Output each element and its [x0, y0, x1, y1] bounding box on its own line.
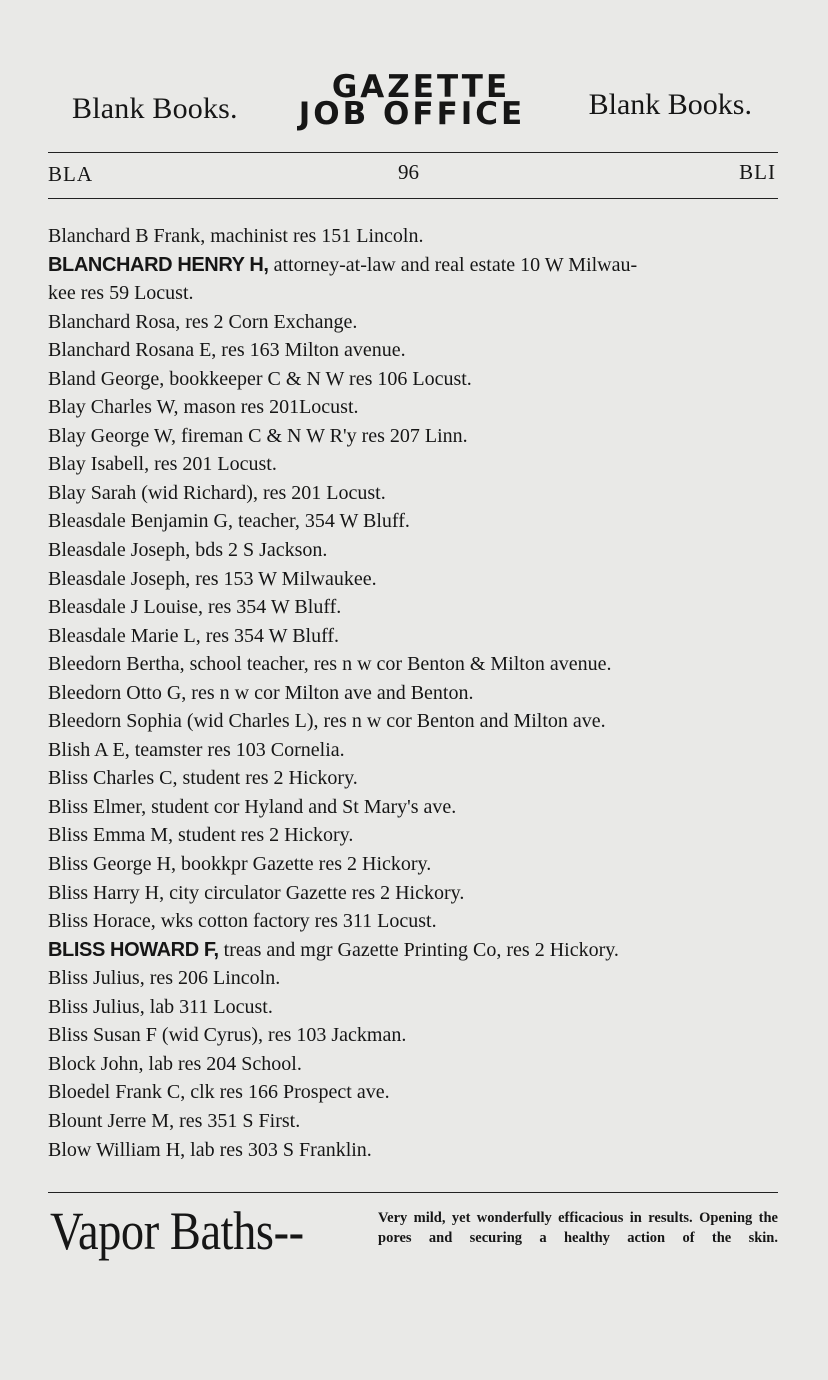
entry-text: Bleedorn Bertha, school teacher, res n w cor Benton & Milton avenue. — [48, 653, 612, 676]
entry-text: Bleasdale Joseph, bds 2 S Jackson. — [48, 539, 328, 562]
directory-entry — [48, 565, 782, 594]
directory-entry — [48, 393, 782, 422]
directory-entry — [48, 650, 782, 679]
directory-entry — [48, 707, 782, 736]
entry-text: Blount Jerre M, res 351 S First. — [48, 1109, 301, 1132]
entry-text: Bleasdale Benjamin G, teacher, 354 W Bluff. — [48, 510, 410, 533]
entry-text: Bleasdale J Louise, res 354 W Bluff. — [48, 596, 342, 619]
entry-continuation: kee res 59 Locust. — [48, 282, 194, 305]
blank-books-left: Blank Books. — [72, 92, 238, 125]
gazette-job-office-logo — [262, 69, 562, 132]
directory-entry — [48, 907, 782, 936]
directory-entry — [48, 507, 782, 536]
running-head-right: BLI — [739, 160, 776, 184]
entry-text: Bliss Julius, lab 311 Locust. — [48, 995, 273, 1018]
entry-text: Blanchard B Frank, machinist res 151 Lincoln. — [48, 225, 424, 247]
directory-entry — [48, 1107, 782, 1136]
entry-text: Blay Sarah (wid Richard), res 201 Locust. — [48, 481, 386, 504]
entry-text: treas and mgr Gazette Printing Co, res 2 Hickory. — [218, 938, 619, 961]
directory-entry — [48, 679, 782, 708]
header-rule-bottom — [48, 198, 778, 199]
directory-entry — [48, 936, 782, 965]
running-head — [48, 160, 778, 190]
vapor-baths-heading: Vapor Baths-- — [50, 1201, 304, 1261]
directory-entry — [48, 879, 782, 908]
directory-entry — [48, 479, 782, 508]
header-rule-top — [48, 152, 778, 153]
entry-text: Bliss Harry H, city circulator Gazette res 2 Hickory. — [48, 881, 465, 904]
entry-text: Blay George W, fireman C & N W R'y res 207 Linn. — [48, 424, 468, 447]
entry-text: Bland George, bookkeeper C & N W res 106 Locust. — [48, 367, 472, 390]
gazette-word: GAZETTE — [331, 69, 511, 105]
directory-entry — [48, 450, 782, 479]
directory-entry — [48, 365, 782, 394]
directory-entry — [48, 336, 782, 365]
directory-entry — [48, 993, 782, 1022]
directory-entry — [48, 793, 782, 822]
vapor-baths-description: Very mild, yet wonderfully efficacious in results. Opening the pores and securing a healthy action of the skin. — [378, 1210, 778, 1246]
directory-entry — [48, 536, 782, 565]
footer-rule — [48, 1192, 778, 1193]
entry-text: Bliss Charles C, student res 2 Hickory. — [48, 767, 358, 790]
entry-text: Blanchard Rosana E, res 163 Milton avenue. — [48, 339, 406, 362]
directory-entry — [48, 593, 782, 622]
directory-entry — [48, 850, 782, 879]
header-advertisement — [48, 69, 778, 144]
entry-bold-name: BLANCHARD HENRY H, — [48, 253, 269, 276]
blank-books-right: Blank Books. — [588, 88, 752, 121]
directory-entries — [48, 222, 782, 1164]
entry-text: Bleedorn Sophia (wid Charles L), res n w cor Benton and Milton ave. — [48, 710, 606, 733]
directory-entry — [48, 1050, 782, 1079]
page-number: 96 — [398, 160, 419, 184]
directory-entry — [48, 764, 782, 793]
entry-text: Blish A E, teamster res 103 Cornelia. — [48, 738, 345, 761]
directory-entry — [48, 1136, 782, 1165]
entry-text: Bliss Julius, res 206 Lincoln. — [48, 967, 281, 990]
directory-entry — [48, 736, 782, 765]
entry-text: Bleedorn Otto G, res n w cor Milton ave and Benton. — [48, 681, 474, 704]
directory-entry — [48, 821, 782, 850]
job-office-word: JOB OFFICE — [298, 96, 526, 132]
entry-text: Blow William H, lab res 303 S Franklin. — [48, 1138, 372, 1161]
entry-text: Bliss Elmer, student cor Hyland and St Mary's ave. — [48, 795, 457, 818]
entry-text: Bleasdale Marie L, res 354 W Bluff. — [48, 624, 340, 647]
entry-text: Bliss Emma M, student res 2 Hickory. — [48, 824, 354, 847]
directory-entry — [48, 422, 782, 451]
entry-text: attorney-at-law and real estate 10 W Milwau- — [268, 253, 638, 276]
entry-text: Bliss Susan F (wid Cyrus), res 103 Jackman. — [48, 1024, 407, 1047]
entry-text: Blanchard Rosa, res 2 Corn Exchange. — [48, 310, 358, 333]
directory-entry — [48, 251, 782, 308]
footer-advertisement — [48, 1198, 778, 1278]
directory-entry — [48, 1078, 782, 1107]
running-head-left: BLA — [48, 162, 93, 186]
directory-entry — [48, 964, 782, 993]
entry-text: Bleasdale Joseph, res 153 W Milwaukee. — [48, 567, 377, 590]
directory-entry — [48, 222, 782, 251]
entry-text: Bliss Horace, wks cotton factory res 311 Locust. — [48, 910, 437, 933]
directory-entry — [48, 622, 782, 651]
entry-bold-name: BLISS HOWARD F, — [48, 938, 219, 961]
directory-entry — [48, 1021, 782, 1050]
entry-text: Bliss George H, bookkpr Gazette res 2 Hickory. — [48, 853, 432, 876]
entry-text: Bloedel Frank C, clk res 166 Prospect ave. — [48, 1081, 390, 1104]
entry-text: Block John, lab res 204 School. — [48, 1052, 302, 1075]
directory-entry — [48, 308, 782, 337]
entry-text: Blay Isabell, res 201 Locust. — [48, 453, 277, 476]
entry-text: Blay Charles W, mason res 201Locust. — [48, 396, 359, 419]
